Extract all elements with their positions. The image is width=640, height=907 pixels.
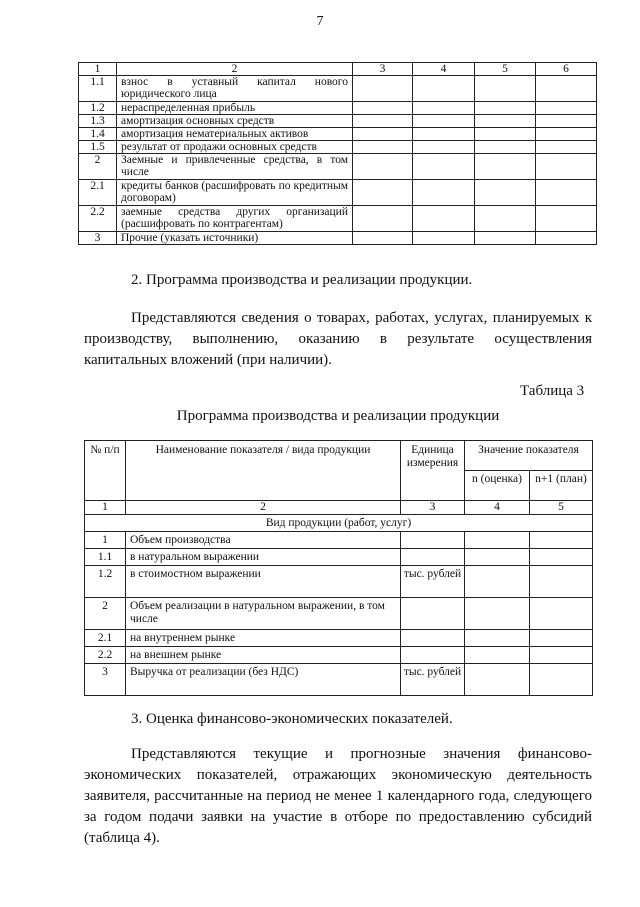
empty-cell	[413, 141, 475, 154]
empty-cell	[465, 630, 530, 647]
header-number: № п/п	[85, 441, 126, 501]
row-number: 2.2	[79, 206, 117, 232]
table-row	[79, 232, 597, 245]
row-name: результат от продажи основных средств	[117, 141, 353, 154]
col-number-4: 4	[413, 63, 475, 76]
section-2-paragraph: Представляются сведения о товарах, работах, услугах, планируемых к производству, выполнению, оказанию в результате осуществления капитальных вложений (при наличии).	[84, 310, 592, 368]
table-3-label: Таблица 3	[520, 383, 585, 399]
table-3-title: Программа производства и реализации продукции	[176, 408, 500, 424]
col-number-5: 5	[475, 63, 536, 76]
empty-cell	[413, 102, 475, 115]
empty-cell	[530, 630, 593, 647]
group-row	[85, 515, 593, 532]
col-number-2: 2	[117, 63, 353, 76]
empty-cell	[475, 76, 536, 102]
col-number-1: 1	[79, 63, 117, 76]
table-row	[85, 598, 593, 630]
row-name: Прочие (указать источники)	[117, 232, 353, 245]
row-name: на внутреннем рынке	[126, 630, 401, 647]
row-number: 1.4	[79, 128, 117, 141]
empty-cell	[413, 206, 475, 232]
row-number: 1.5	[79, 141, 117, 154]
table-row	[79, 180, 597, 206]
col-number-2: 2	[126, 501, 401, 515]
empty-cell	[536, 206, 597, 232]
row-name: Заемные и привлеченные средства, в том числе	[117, 154, 353, 180]
empty-cell	[530, 598, 593, 630]
header-n1-plan: n+1 (план)	[530, 471, 593, 501]
empty-cell	[475, 180, 536, 206]
header-unit: Единица измерения	[401, 441, 465, 501]
table-row	[79, 154, 597, 180]
product-type-row: Вид продукции (работ, услуг)	[85, 515, 593, 532]
table-row	[79, 128, 597, 141]
row-name: в стоимостном выражении	[126, 566, 401, 598]
empty-cell	[413, 232, 475, 245]
empty-cell	[413, 76, 475, 102]
table-row	[79, 102, 597, 115]
row-name: Объем производства	[126, 532, 401, 549]
row-number: 2.2	[85, 647, 126, 664]
empty-cell	[536, 76, 597, 102]
row-name: взнос в уставный капитал нового юридического лица	[117, 76, 353, 102]
row-number: 1.2	[85, 566, 126, 598]
empty-cell	[413, 128, 475, 141]
empty-cell	[353, 232, 413, 245]
row-number: 2	[85, 598, 126, 630]
empty-cell	[475, 154, 536, 180]
col-number-3: 3	[353, 63, 413, 76]
empty-cell	[475, 232, 536, 245]
empty-cell	[536, 141, 597, 154]
col-number-6: 6	[536, 63, 597, 76]
table-header-row	[79, 63, 597, 76]
row-name: заемные средства других организаций (расшифровать по контрагентам)	[117, 206, 353, 232]
table-row	[85, 566, 593, 598]
empty-cell	[353, 180, 413, 206]
row-name: амортизация нематериальных активов	[117, 128, 353, 141]
empty-cell	[353, 76, 413, 102]
financing-sources-table	[78, 62, 597, 245]
row-number: 1	[85, 532, 126, 549]
empty-cell	[530, 566, 593, 598]
empty-cell	[465, 532, 530, 549]
row-number: 2	[79, 154, 117, 180]
header-n-estimate: n (оценка)	[465, 471, 530, 501]
empty-cell	[536, 232, 597, 245]
row-number: 3	[85, 664, 126, 696]
col-number-5: 5	[530, 501, 593, 515]
row-number: 1.1	[79, 76, 117, 102]
row-unit	[401, 630, 465, 647]
col-number-3: 3	[401, 501, 465, 515]
row-name: в натуральном выражении	[126, 549, 401, 566]
empty-cell	[475, 102, 536, 115]
table-row	[79, 141, 597, 154]
row-unit	[401, 598, 465, 630]
empty-cell	[353, 154, 413, 180]
empty-cell	[530, 532, 593, 549]
empty-cell	[413, 180, 475, 206]
row-number: 1.3	[79, 115, 117, 128]
row-number: 1.2	[79, 102, 117, 115]
row-unit	[401, 532, 465, 549]
col-number-1: 1	[85, 501, 126, 515]
table-row	[85, 630, 593, 647]
row-number: 2.1	[79, 180, 117, 206]
row-number: 2.1	[85, 630, 126, 647]
table-row	[79, 115, 597, 128]
table-row	[85, 664, 593, 696]
table-row	[85, 532, 593, 549]
row-number: 3	[79, 232, 117, 245]
row-unit	[401, 647, 465, 664]
column-number-row	[85, 501, 593, 515]
table-row	[85, 647, 593, 664]
empty-cell	[530, 664, 593, 696]
col-number-4: 4	[465, 501, 530, 515]
empty-cell	[536, 154, 597, 180]
empty-cell	[536, 102, 597, 115]
empty-cell	[353, 141, 413, 154]
empty-cell	[536, 115, 597, 128]
row-name: амортизация основных средств	[117, 115, 353, 128]
table-header-row	[85, 441, 593, 471]
empty-cell	[475, 141, 536, 154]
empty-cell	[413, 115, 475, 128]
row-number: 1.1	[85, 549, 126, 566]
section-2-heading: 2. Программа производства и реализации продукции.	[131, 272, 473, 288]
section-3-paragraph: Представляются текущие и прогнозные значения финансово-экономических показателей, отражающих экономическую деятельность заявителя, рассчитанные на период не менее 1 календарного года, следующего за годом подачи заявки на участие в отборе по предоставлению субсидий (таблица 4).	[84, 746, 592, 846]
table-row	[79, 76, 597, 102]
row-unit: тыс. рублей	[401, 664, 465, 696]
header-value: Значение показателя	[465, 441, 593, 471]
empty-cell	[475, 128, 536, 141]
empty-cell	[475, 206, 536, 232]
empty-cell	[413, 154, 475, 180]
empty-cell	[536, 128, 597, 141]
row-name: нераспределенная прибыль	[117, 102, 353, 115]
empty-cell	[353, 206, 413, 232]
empty-cell	[353, 128, 413, 141]
header-name: Наименование показателя / вида продукции	[126, 441, 401, 501]
row-name: кредиты банков (расшифровать по кредитным договорам)	[117, 180, 353, 206]
empty-cell	[465, 566, 530, 598]
empty-cell	[530, 647, 593, 664]
page-number: 7	[316, 14, 324, 29]
row-unit: тыс. рублей	[401, 566, 465, 598]
row-unit	[401, 549, 465, 566]
empty-cell	[530, 549, 593, 566]
empty-cell	[465, 647, 530, 664]
empty-cell	[475, 115, 536, 128]
production-program-table	[84, 440, 593, 696]
empty-cell	[536, 180, 597, 206]
row-name: на внешнем рынке	[126, 647, 401, 664]
empty-cell	[353, 102, 413, 115]
row-name: Объем реализации в натуральном выражении, в том числе	[126, 598, 401, 630]
empty-cell	[465, 549, 530, 566]
empty-cell	[353, 115, 413, 128]
table-row	[79, 206, 597, 232]
section-3-heading: 3. Оценка финансово-экономических показателей.	[131, 711, 453, 727]
empty-cell	[465, 664, 530, 696]
row-name: Выручка от реализации (без НДС)	[126, 664, 401, 696]
table-row	[85, 549, 593, 566]
empty-cell	[465, 598, 530, 630]
